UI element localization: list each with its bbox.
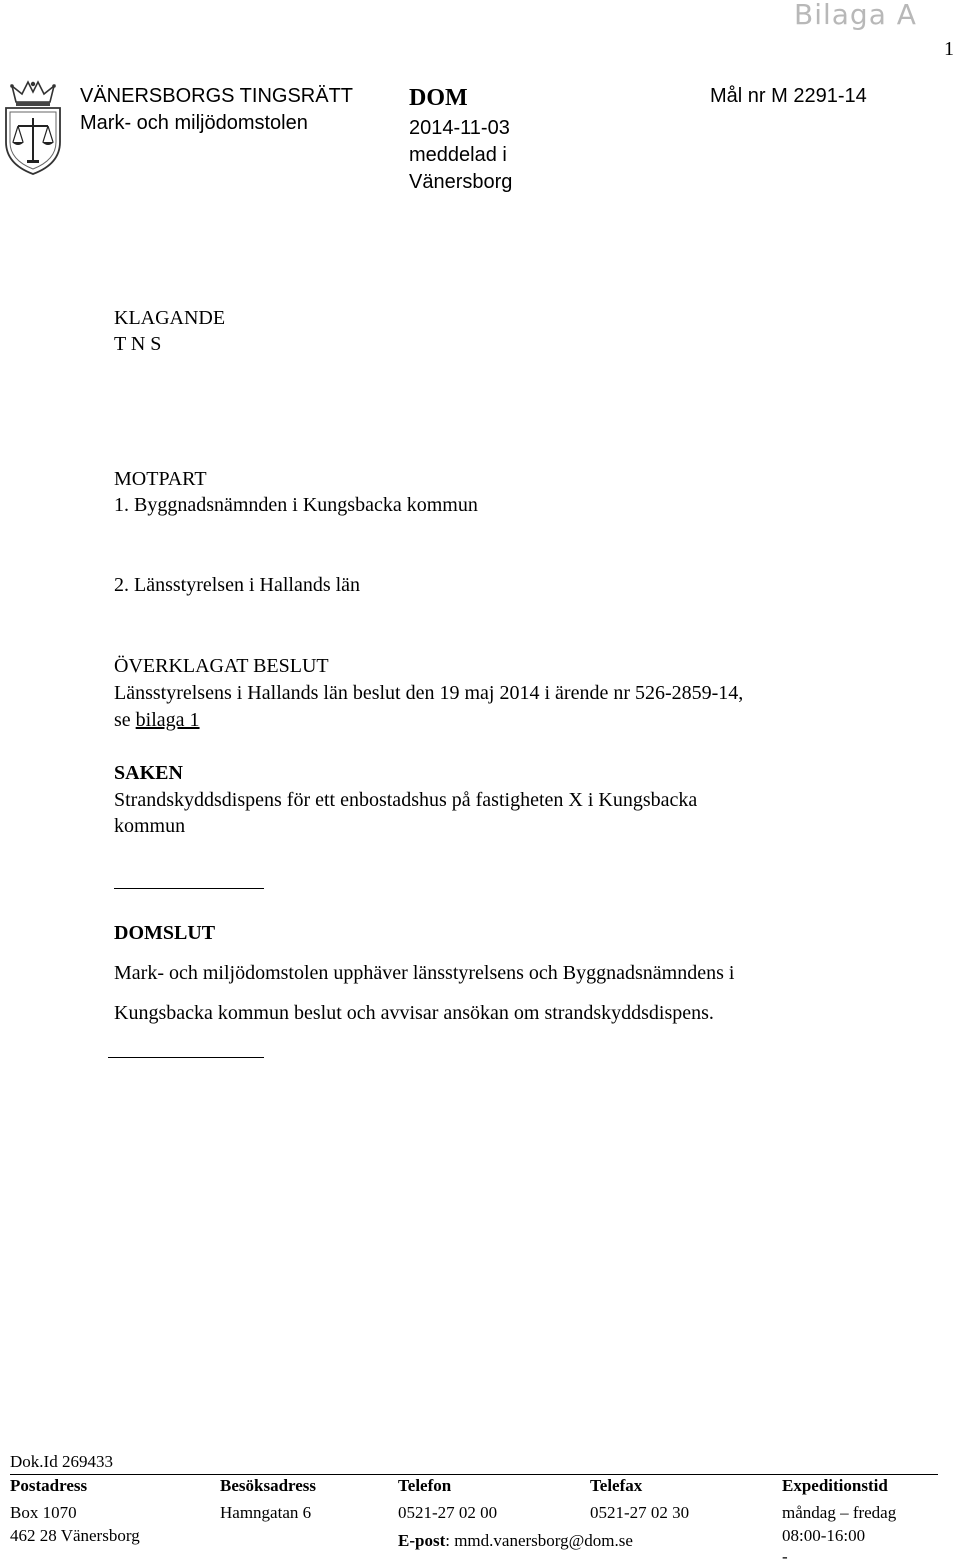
postal-address-line1: Box 1070	[10, 1503, 77, 1522]
section-divider	[114, 888, 264, 889]
attachment-link[interactable]: bilaga 1	[135, 709, 200, 731]
office-hours-heading: Expeditionstid	[782, 1476, 888, 1495]
postal-address-line2: 462 28 Vänersborg	[10, 1526, 140, 1545]
phone-value: 0521-27 02 00	[398, 1503, 498, 1522]
matter-text-line2: kommun	[114, 815, 186, 837]
appealed-decision-heading: ÖVERKLAGAT BESLUT	[114, 655, 329, 677]
visiting-address-line1: Hamngatan 6	[220, 1503, 312, 1522]
document-type: DOM	[409, 85, 468, 111]
office-hours-time: 08:00-16:00	[782, 1526, 866, 1545]
appealed-decision-text: Länsstyrelsens i Hallands län beslut den 19 maj 2014 i ärende nr 526-2859-14,	[114, 682, 744, 704]
matter-heading: SAKEN	[114, 762, 183, 784]
attachment-prefix: se	[114, 709, 136, 731]
court-coat-of-arms-logo	[2, 80, 64, 176]
email-line	[398, 1530, 633, 1552]
fax-heading: Telefax	[590, 1476, 643, 1495]
issued-place-line2: Vänersborg	[409, 171, 513, 193]
court-name: VÄNERSBORGS TINGSRÄTT	[80, 85, 354, 107]
appellant-heading: KLAGANDE	[114, 307, 226, 329]
visiting-address-heading: Besöksadress	[220, 1476, 317, 1495]
ruling-text-line2: Kungsbacka kommun beslut och avvisar ansökan om strandskyddsdispens.	[114, 1002, 714, 1024]
ruling-heading: DOMSLUT	[114, 922, 216, 944]
watermark: Bilaga A	[794, 0, 917, 31]
email-label: E-post	[398, 1531, 446, 1550]
respondent-1: 1. Byggnadsnämnden i Kungsbacka kommun	[114, 494, 478, 516]
ruling-text-line1: Mark- och miljödomstolen upphäver länsstyrelsens och Byggnadsnämndens i	[114, 962, 735, 984]
court-division: Mark- och miljödomstolen	[80, 112, 308, 134]
postal-address-heading: Postadress	[10, 1476, 88, 1495]
fax-value: 0521-27 02 30	[590, 1503, 690, 1522]
issued-place-line1: meddelad i	[409, 144, 507, 166]
office-hours-extra: -	[782, 1547, 788, 1566]
appellant-name: T N S	[114, 333, 162, 355]
email-address[interactable]: : mmd.vanersborg@dom.se	[445, 1531, 633, 1550]
document-id: Dok.Id 269433	[10, 1452, 113, 1471]
respondent-2: 2. Länsstyrelsen i Hallands län	[114, 574, 361, 596]
phone-heading: Telefon	[398, 1476, 452, 1495]
case-number: Mål nr M 2291-14	[710, 85, 867, 107]
respondent-heading: MOTPART	[114, 468, 207, 490]
appealed-decision-attachment-line	[114, 707, 200, 733]
document-date: 2014-11-03	[409, 117, 510, 139]
office-hours-days: måndag – fredag	[782, 1503, 897, 1522]
section-divider	[108, 1057, 264, 1058]
matter-text-line1: Strandskyddsdispens för ett enbostadshus på fastigheten X i Kungsbacka	[114, 789, 698, 811]
page-number: 1	[944, 38, 954, 60]
footer-rule	[10, 1474, 938, 1475]
